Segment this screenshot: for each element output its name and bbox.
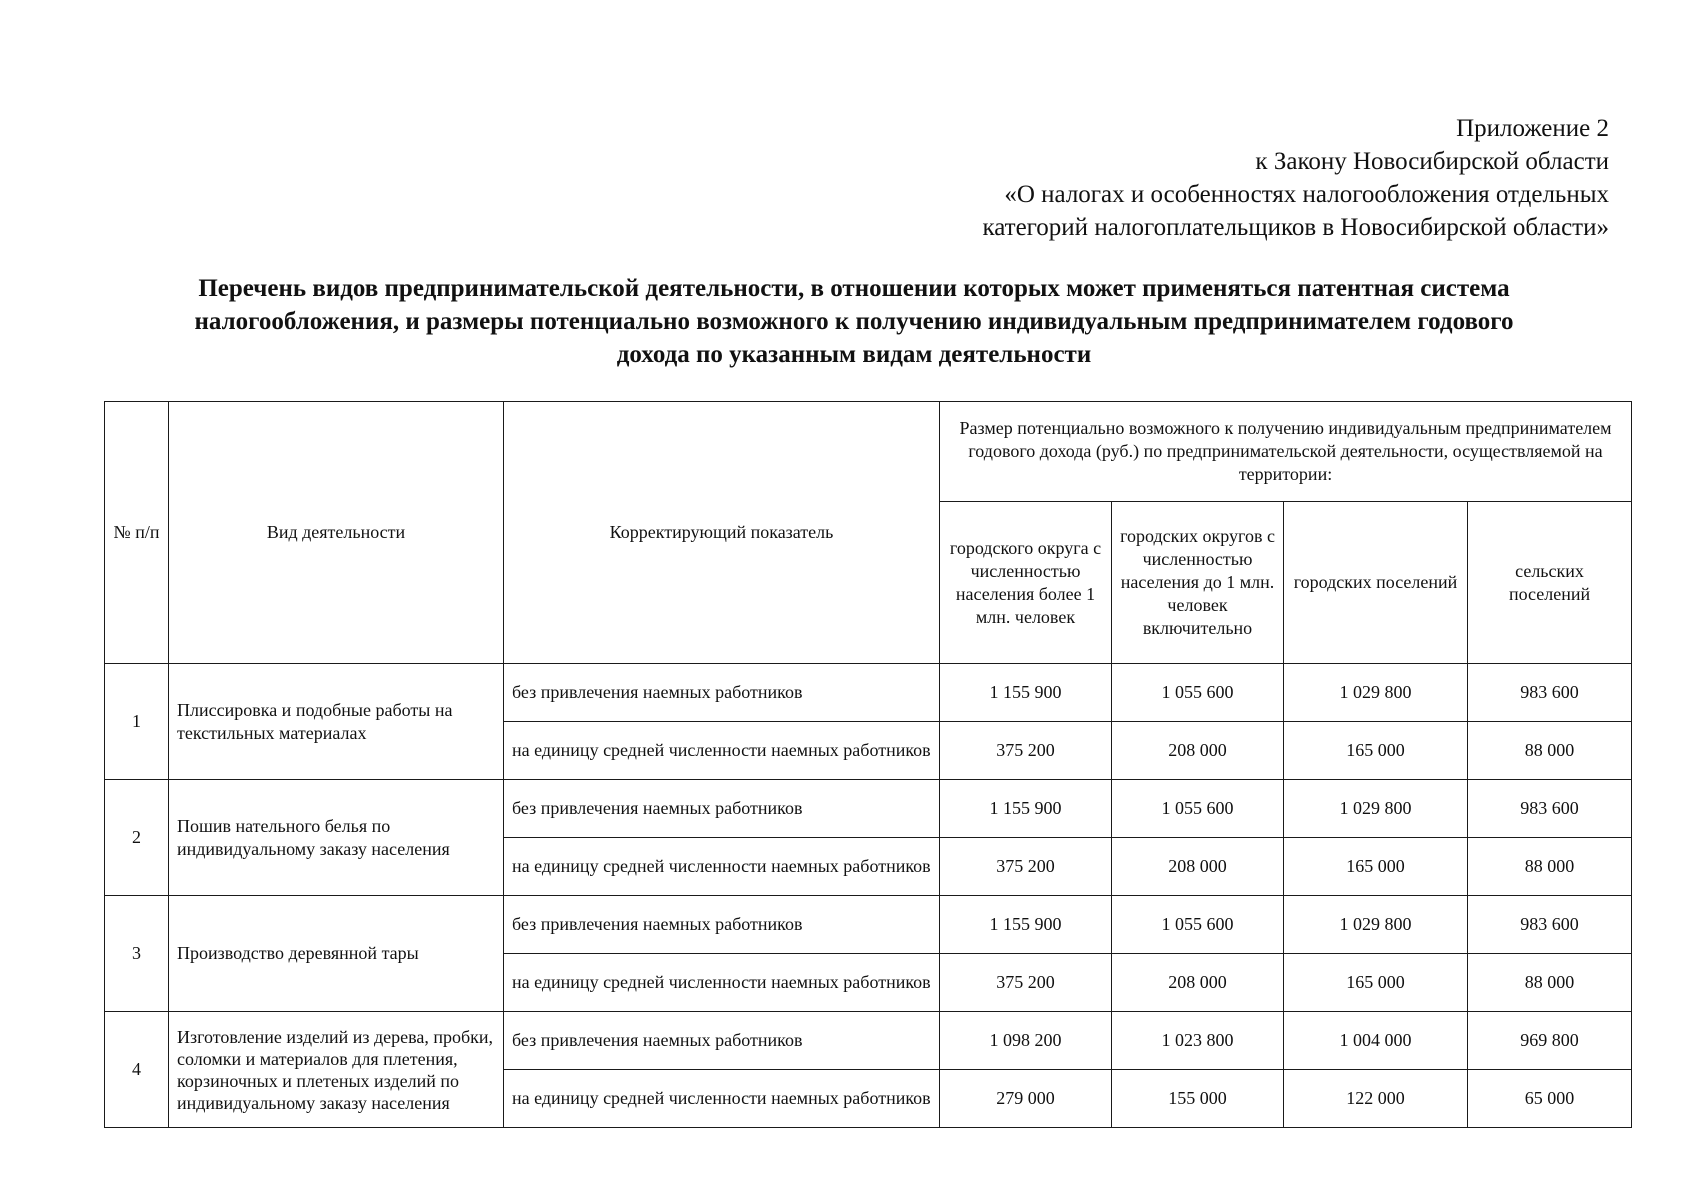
value-cell: 375 200 — [940, 722, 1112, 780]
value-cell: 155 000 — [1112, 1070, 1284, 1128]
value-cell: 969 800 — [1468, 1012, 1632, 1070]
value-cell: 1 055 600 — [1112, 780, 1284, 838]
indicator-cell: на единицу средней численности наемных работников — [504, 722, 940, 780]
value-cell: 1 023 800 — [1112, 1012, 1284, 1070]
activity-name: Пошив нательного белья по индивидуальному заказу населения — [169, 780, 504, 896]
document-title — [104, 272, 1604, 371]
value-cell: 165 000 — [1284, 838, 1468, 896]
value-cell: 279 000 — [940, 1070, 1112, 1128]
value-cell: 208 000 — [1112, 954, 1284, 1012]
appendix-line: категорий налогоплательщиков в Новосибирской области» — [982, 214, 1609, 241]
header-urban-settlements: городских поселений — [1284, 502, 1468, 664]
value-cell: 375 200 — [940, 954, 1112, 1012]
indicator-cell: на единицу средней численности наемных работников — [504, 838, 940, 896]
value-cell: 88 000 — [1468, 838, 1632, 896]
activity-name: Производство деревянной тары — [169, 896, 504, 1012]
header-rural-settlements: сельских поселений — [1468, 502, 1632, 664]
value-cell: 88 000 — [1468, 722, 1632, 780]
header-activity: Вид деятельности — [169, 402, 504, 664]
title-line: Перечень видов предпринимательской деятельности, в отношении которых может применяться патентная система — [198, 275, 1510, 302]
activity-name: Изготовление изделий из дерева, пробки, соломки и материалов для плетения, корзиночных и плетеных изделий по индивидуальному заказу населения — [169, 1012, 504, 1128]
title-line: налогообложения, и размеры потенциально возможного к получению индивидуальным предпринимателем годового — [194, 308, 1514, 335]
value-cell: 65 000 — [1468, 1070, 1632, 1128]
value-cell: 1 004 000 — [1284, 1012, 1468, 1070]
value-cell: 1 155 900 — [940, 780, 1112, 838]
value-cell: 1 055 600 — [1112, 664, 1284, 722]
appendix-line: к Закону Новосибирской области — [1255, 148, 1609, 175]
value-cell: 208 000 — [1112, 838, 1284, 896]
value-cell: 1 098 200 — [940, 1012, 1112, 1070]
value-cell: 88 000 — [1468, 954, 1632, 1012]
header-row — [105, 402, 1632, 502]
indicator-cell: без привлечения наемных работников — [504, 896, 940, 954]
header-income-group: Размер потенциально возможного к получению индивидуальным предпринимателем годового дохода (руб.) по предпринимательской деятельности, осуществляемой на территории: — [940, 402, 1632, 502]
indicator-cell: на единицу средней численности наемных работников — [504, 1070, 940, 1128]
indicator-cell: на единицу средней численности наемных работников — [504, 954, 940, 1012]
value-cell: 375 200 — [940, 838, 1112, 896]
value-cell: 208 000 — [1112, 722, 1284, 780]
value-cell: 1 055 600 — [1112, 896, 1284, 954]
row-number: 1 — [105, 664, 169, 780]
appendix-line: Приложение 2 — [1456, 115, 1609, 142]
value-cell: 165 000 — [1284, 954, 1468, 1012]
row-number: 4 — [105, 1012, 169, 1128]
value-cell: 983 600 — [1468, 780, 1632, 838]
header-city-under-1m: городских округов с численностью населения до 1 млн. человек включительно — [1112, 502, 1284, 664]
activity-name: Плиссировка и подобные работы на текстильных материалах — [169, 664, 504, 780]
value-cell: 1 155 900 — [940, 896, 1112, 954]
row-number: 2 — [105, 780, 169, 896]
indicator-cell: без привлечения наемных работников — [504, 780, 940, 838]
table-row — [105, 1012, 1632, 1070]
appendix-line: «О налогах и особенностях налогообложения отдельных — [1004, 181, 1609, 208]
value-cell: 983 600 — [1468, 664, 1632, 722]
activities-table — [104, 401, 1632, 1128]
header-indicator: Корректирующий показатель — [504, 402, 940, 664]
indicator-cell: без привлечения наемных работников — [504, 1012, 940, 1070]
value-cell: 1 029 800 — [1284, 780, 1468, 838]
value-cell: 1 155 900 — [940, 664, 1112, 722]
row-number: 3 — [105, 896, 169, 1012]
value-cell: 165 000 — [1284, 722, 1468, 780]
title-line: дохода по указанным видам деятельности — [616, 341, 1092, 368]
value-cell: 983 600 — [1468, 896, 1632, 954]
table-row — [105, 664, 1632, 722]
appendix-reference — [982, 112, 1609, 244]
table-row — [105, 896, 1632, 954]
value-cell: 1 029 800 — [1284, 664, 1468, 722]
value-cell: 122 000 — [1284, 1070, 1468, 1128]
header-num: № п/п — [105, 402, 169, 664]
indicator-cell: без привлечения наемных работников — [504, 664, 940, 722]
value-cell: 1 029 800 — [1284, 896, 1468, 954]
header-city-over-1m: городского округа с численностью населения более 1 млн. человек — [940, 502, 1112, 664]
table-row — [105, 780, 1632, 838]
